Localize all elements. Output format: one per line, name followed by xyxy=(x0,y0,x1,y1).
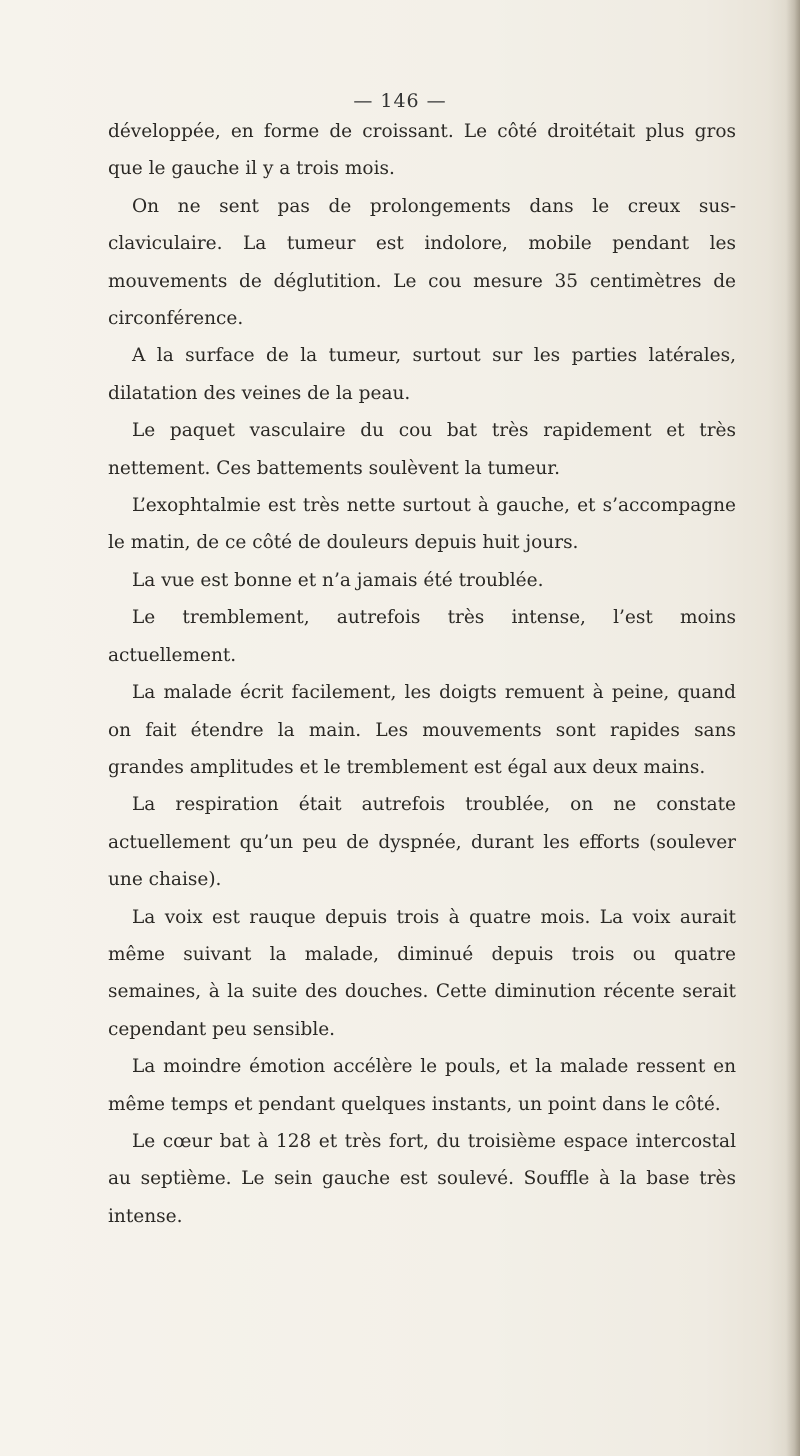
paragraph-12: Le cœur bat à 128 et très fort, du troisième espace intercostal au septième. Le sein gauche est soulevé. Souffle à la base très intense. xyxy=(108,1130,736,1227)
paragraph-5: L’exophtalmie est très nette surtout à gauche, et s’accompagne le matin, de ce côté de douleurs depuis huit jours. xyxy=(108,495,736,554)
paragraph-9: La respiration était autrefois troublée, on ne constate actuellement qu’un peu de dyspnée, durant les efforts (soulever une chaise). xyxy=(108,794,736,891)
paragraph-4: Le paquet vasculaire du cou bat très rapidement et très nettement. Ces battements soulèvent la tumeur. xyxy=(108,420,736,479)
paragraph-7: Le tremblement, autrefois très intense, l’est moins actuellement. xyxy=(108,607,736,666)
paragraph-1: développée, en forme de croissant. Le côté droitétait plus gros que le gauche il y a trois mois. xyxy=(108,121,736,180)
page-edge-shadow xyxy=(786,0,800,1456)
paragraph-11: La moindre émotion accélère le pouls, et la malade ressent en même temps et pendant quelques instants, un point dans le côté. xyxy=(108,1056,736,1115)
paragraph-8: La malade écrit facilement, les doigts remuent à peine, quand on fait étendre la main. Les mouvements sont rapides sans grandes amplitudes et le tremblement est égal aux deux mains. xyxy=(108,682,736,778)
paragraph-6: La vue est bonne et n’a jamais été troublée. xyxy=(132,569,544,591)
paragraph-2: On ne sent pas de prolongements dans le creux sus-claviculaire. La tumeur est indolore, mobile pendant les mouvements de déglutition. Le cou mesure 35 centimètres de circonférence. xyxy=(108,195,736,330)
body-text xyxy=(108,113,736,1235)
page-number: — 146 — xyxy=(353,90,447,112)
paragraph-3: A la surface de la tumeur, surtout sur les parties latérales, dilatation des veines de la peau. xyxy=(108,345,736,404)
paragraph-10: La voix est rauque depuis trois à quatre mois. La voix aurait même suivant la malade, diminué depuis trois ou quatre semaines, à la suite des douches. Cette diminution récente serait cependant peu sensible. xyxy=(108,906,736,1040)
